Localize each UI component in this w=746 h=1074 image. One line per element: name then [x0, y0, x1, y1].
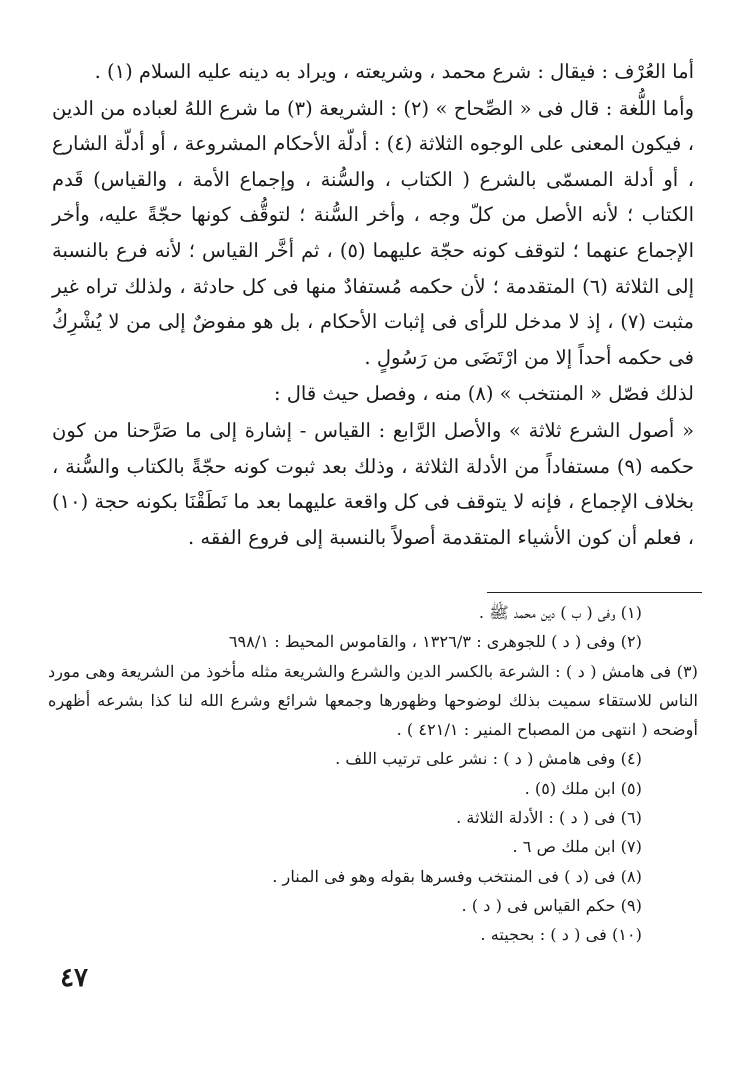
footnote-5: (٥) ابن ملك (٥) . — [524, 778, 642, 798]
footnote-6: (٦) فى ( د ) : الأدلة الثلاثة . — [456, 808, 642, 828]
footnote-9: (٩) حكم القياس فى ( د ) . — [461, 895, 642, 915]
paragraph-urf-definition: أما العُرْف : فيقال : شرع محمد ، وشريعته ، ويراد به دينه عليه السلام (١) . — [94, 60, 694, 83]
footnote-10: (١٠) فى ( د ) : بحجيته . — [480, 925, 642, 945]
footnote-1: (١) وفى ( ب ) دين محمد ﷺ . — [478, 603, 642, 622]
footnote-8: (٨) فى (د ) فى المنتخب وفسرها بقوله وهو فى المنار . — [272, 866, 642, 886]
footnotes-section — [48, 598, 698, 950]
footnote-2: (٢) وفى ( د ) للجوهرى : ١٣٢٦/٣ ، والقاموس المحيط : ٦٩٨/١ — [228, 632, 642, 652]
footnote-4: (٤) وفى هامش ( د ) : نشر على ترتيب اللف . — [335, 749, 642, 769]
page-number: ٤٧ — [60, 963, 88, 993]
footnote-separator — [487, 592, 702, 593]
paragraph-muntakhab-intro: لذلك فصّل « المنتخب » (٨) منه ، وفصل حيث قال : — [273, 382, 694, 406]
main-body-text — [52, 54, 694, 555]
paragraph-linguistic-definition: وأما اللُّغة : قال فى « الصِّحاح » (٢) : الشريعة (٣) ما شرع اللهُ لعباده من الدين ، فيكون المعنى على الوجوه الثلاثة (٤) : أدلّة الأحكام المشروعة ، أو أدلّة الشارع ، أو أدلة المسمّى بالشرع ( الكتاب ، والسُّنة ، وإجماع الأمة ، والقياس) قَدم الكتاب ؛ لأنه الأصل من كلّ وجه ، وأخر السُّنة ؛ لتوقُّف كونها حجّةً عليه، وأخر الإجماع عنهما ؛ لتوقف كونه حجّة عليهما (٥) ، ثم أخَّر القياس ؛ لأنه فرع بالنسبة إلى الثلاثة (٦) المتقدمة ؛ لأن حكمه مُستفادٌ منها فى كل حادثة ، ولذلك تراه غير مثبت (٧) ، إذ لا مدخل للرأى فى إثبات الأحكام ، بل هو مفوضٌ إلى من لا يُشْرِكُ فى حكمه أحداً إلا من ارْتَضَى من رَسُولٍ . — [52, 96, 695, 369]
footnote-3: (٣) فى هامش ( د ) : الشرعة بالكسر الدين والشرع والشريعة مثله مأخوذ من الشريعة وهى مورد الناس للاستقاء سميت بذلك لوضوحها وظهورها وجمعها شرائع وشرع الله لنا كذا بشرعه أظهره أوضحه ( انتهى من المصباح المنير : ٤٢١/١ ) . — [48, 661, 698, 740]
footnote-7: (٧) ابن ملك ص ٦ . — [512, 837, 642, 857]
paragraph-muntakhab-quote: « أصول الشرع ثلاثة » والأصل الرَّابع : القياس - إشارة إلى ما صَرَّحنا من كون حكمه (٩) مستفاداً من الأدلة الثلاثة ، وذلك بعد ثبوت كونه حجّةً بالكتاب والسُّنة ، بخلاف الإجماع ، فإنه لا يتوقف فى كل واقعة عليهما بعد ما نَطَقْنَا بكونه حجة (١٠) ، فعلم أن كون الأشياء المتقدمة أصولاً بالنسبة إلى فروع الفقه . — [52, 418, 694, 549]
